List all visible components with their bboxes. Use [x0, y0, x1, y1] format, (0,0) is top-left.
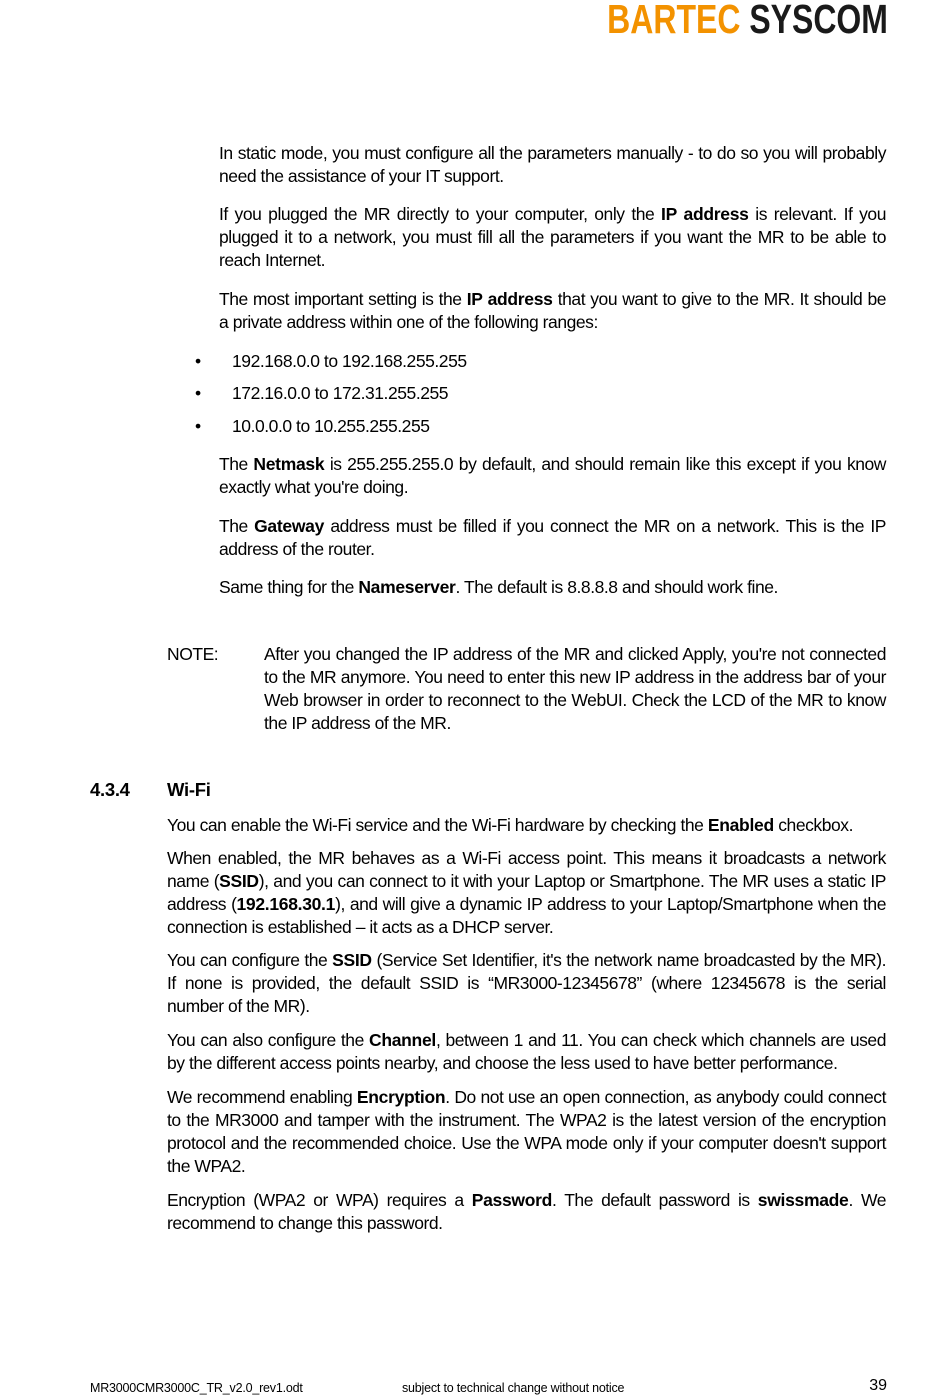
- bold-term: 192.168.30.1: [236, 894, 336, 914]
- text: You can enable the Wi-Fi service and the Wi-Fi hardware by checking the: [167, 815, 708, 835]
- bold-term: Encryption: [356, 1087, 446, 1107]
- text: . The default password is: [552, 1190, 758, 1210]
- note-text: After you changed the IP address of the MR and clicked Apply, you're not connected to the MR anymore. You need to enter this new IP address in the address bar of your Web browser in order to reconnect to the WebUI. Check the LCD of the MR to know the IP address of the MR.: [264, 644, 886, 733]
- text: The: [219, 516, 255, 536]
- paragraph-netmask: [219, 453, 886, 499]
- paragraph-nameserver: [219, 576, 886, 599]
- text: ), and you can connect to it with your Laptop or Smartphone. The MR uses a static IP address (: [167, 871, 886, 914]
- text: (Service Set Identifier, it's the network name broadcasted by the MR). If none is provided, the default SSID is “MR3000-12345678” (where 12345678 is the serial number of the MR).: [167, 950, 886, 1016]
- paragraph-ip-setting: [219, 288, 886, 334]
- paragraph-text: In static mode, you must configure all the parameters manually - to do so you will probably need the assistance of your IT support.: [219, 143, 886, 186]
- text: checkbox.: [773, 815, 853, 835]
- section-number: 4.3.4: [90, 779, 130, 800]
- text: that you want to give to the MR. It should be a private address within one of the following ranges:: [219, 289, 887, 332]
- text: is relevant. If you plugged it to a network, you must fill all the parameters if you want the MR to be able to reach Internet.: [219, 204, 886, 270]
- footer-notice: subject to technical change without notice: [402, 1381, 625, 1395]
- bold-term: Nameserver: [358, 577, 456, 597]
- text: You can also configure the: [167, 1030, 369, 1050]
- bold-term: IP address: [661, 204, 749, 224]
- text: Encryption (WPA2 or WPA) requires a: [167, 1190, 472, 1210]
- note-label: NOTE:: [167, 644, 219, 664]
- paragraph-encryption: [167, 1086, 886, 1178]
- paragraph-ip-relevant: [219, 203, 886, 272]
- logo-brand-part1: BARTEC: [607, 0, 741, 42]
- list-item-text: 10.0.0.0 to 10.255.255.255: [232, 416, 430, 436]
- paragraph-wifi-enable: [167, 814, 886, 837]
- page-number: 39: [869, 1377, 887, 1394]
- list-item-text: 172.16.0.0 to 172.31.255.255: [232, 383, 449, 403]
- bullet-icon: •: [195, 416, 201, 436]
- logo-brand-part2: SYSCOM: [749, 0, 888, 42]
- paragraph-password: [167, 1189, 886, 1235]
- text: Same thing for the: [219, 577, 359, 597]
- bold-term: Netmask: [253, 454, 325, 474]
- text: The most important setting is the: [219, 289, 467, 309]
- paragraph-gateway: [219, 515, 886, 561]
- paragraph-static-mode: [219, 142, 886, 188]
- text: . The default is 8.8.8.8 and should work fine.: [455, 577, 778, 597]
- text: When enabled, the MR behaves as a Wi-Fi access point. This means it broadcasts a network name (: [167, 848, 886, 891]
- bullet-icon: •: [195, 383, 201, 403]
- text: . Do not use an open connection, as anybody could connect to the MR3000 and tamper with the instrument. The WPA2 is the latest version of the encryption protocol and the recommended choice. Use the WPA mode only if your computer doesn't support the WPA2.: [167, 1087, 886, 1176]
- bullet-icon: •: [195, 351, 201, 371]
- bold-term: Password: [471, 1190, 553, 1210]
- bold-term: SSID: [219, 871, 259, 891]
- paragraph-access-point: [167, 847, 886, 939]
- text: , between 1 and 11. You can check which channels are used by the different access points nearby, and choose the less used to have better performance.: [167, 1030, 886, 1073]
- footer-filename: MR3000CMR3000C_TR_v2.0_rev1.odt: [90, 1381, 303, 1395]
- list-item-text: 192.168.0.0 to 192.168.255.255: [232, 351, 467, 371]
- text: ), and will give a dynamic IP address to your Laptop/Smartphone when the connection is established – it acts as a DHCP server.: [167, 894, 886, 937]
- paragraph-ssid: [167, 949, 886, 1018]
- section-title: Wi-Fi: [167, 779, 211, 800]
- bold-term: swissmade: [757, 1190, 849, 1210]
- text: We recommend enabling: [167, 1087, 357, 1107]
- text: . We recommend to change this password.: [167, 1190, 887, 1233]
- bold-term: SSID: [332, 950, 372, 970]
- bold-term: Enabled: [707, 815, 774, 835]
- bold-term: IP address: [466, 289, 553, 309]
- text: You can configure the: [167, 950, 333, 970]
- text: The: [219, 454, 254, 474]
- bold-term: Channel: [369, 1030, 436, 1050]
- company-logo: [607, 0, 888, 43]
- paragraph-channel: [167, 1029, 886, 1075]
- text: If you plugged the MR directly to your computer, only the: [219, 204, 662, 224]
- text: is 255.255.255.0 by default, and should remain like this except if you know exactly what you're doing.: [219, 454, 886, 497]
- text: address must be filled if you connect the MR on a network. This is the IP address of the router.: [219, 516, 886, 559]
- bold-term: Gateway: [254, 516, 325, 536]
